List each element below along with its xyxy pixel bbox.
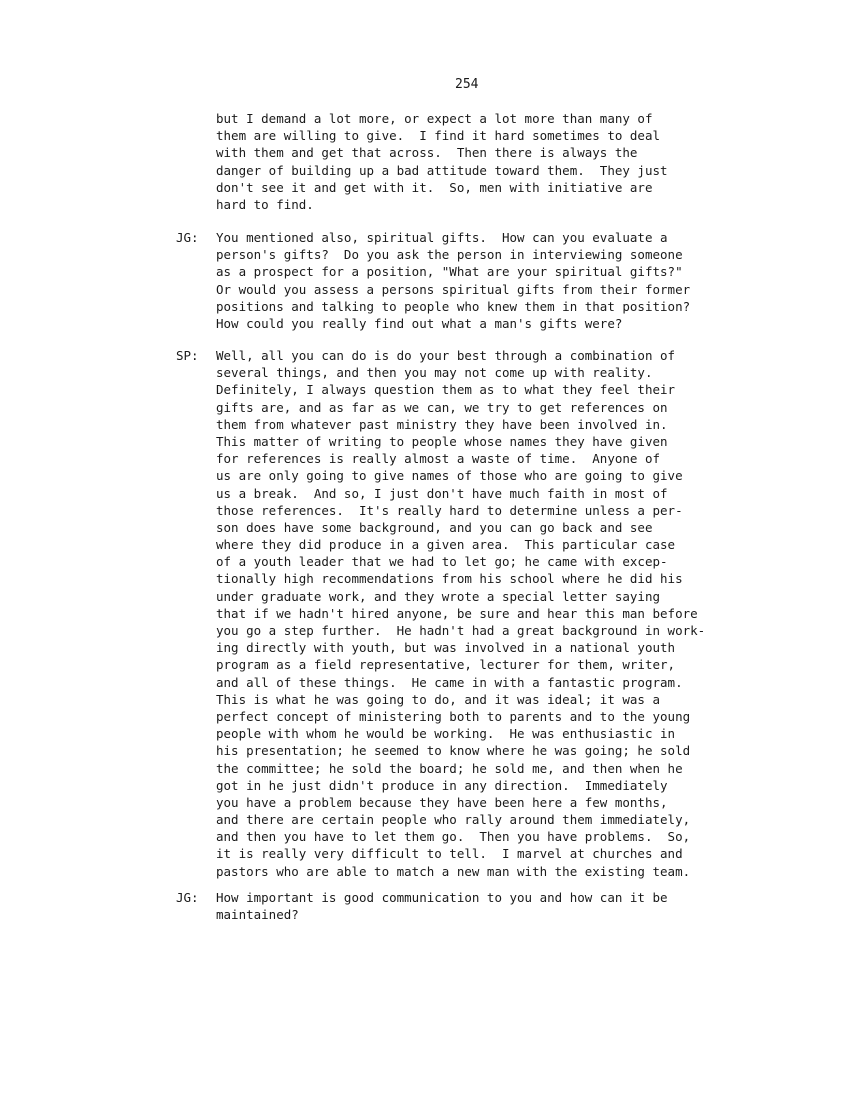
text-line: How could you really find out what a man's gifts were?: [216, 315, 623, 331]
speaker-label: JG:: [176, 230, 199, 245]
text-line: it is really very difficult to tell. I marvel at churches and: [216, 846, 683, 862]
text-line: pastors who are able to match a new man with the existing team.: [216, 863, 691, 879]
paragraph-text: [216, 229, 788, 332]
speaker-label: JG:: [176, 890, 199, 905]
text-line: ing directly with youth, but was involved in a national youth: [216, 640, 676, 656]
text-line: son does have some background, and you can go back and see: [216, 519, 653, 535]
text-line: and then you have to let them go. Then you have problems. So,: [216, 829, 691, 845]
page-number: 254: [455, 77, 479, 92]
paragraph-text: [216, 110, 788, 213]
text-line: person's gifts? Do you ask the person in interviewing someone: [216, 247, 683, 263]
text-line: and there are certain people who rally around them immediately,: [216, 812, 691, 828]
text-line: got in he just didn't produce in any direction. Immediately: [216, 777, 668, 793]
text-line: This is what he was going to do, and it was ideal; it was a: [216, 691, 661, 707]
text-line: perfect concept of ministering both to parents and to the young: [216, 708, 691, 724]
text-line: with them and get that across. Then there is always the: [216, 145, 638, 161]
text-line: where they did produce in a given area. This particular case: [216, 537, 676, 553]
text-line: Well, all you can do is do your best through a combination of: [216, 348, 676, 363]
text-line: This matter of writing to people whose names they have given: [216, 433, 668, 449]
text-line: How important is good communication to you and how can it be: [216, 890, 668, 905]
text-line: for references is really almost a waste of time. Anyone of: [216, 451, 661, 467]
text-line: You mentioned also, spiritual gifts. How can you evaluate a: [216, 230, 668, 245]
text-line: us a break. And so, I just don't have much faith in most of: [216, 485, 668, 501]
text-line: those references. It's really hard to determine unless a per-: [216, 502, 683, 518]
text-line: that if we hadn't hired anyone, be sure and hear this man before: [216, 605, 698, 621]
text-line: maintained?: [216, 907, 299, 923]
text-line: several things, and then you may not come up with reality.: [216, 365, 653, 381]
text-line: program as a field representative, lecturer for them, writer,: [216, 657, 676, 673]
text-line: and all of these things. He came in with a fantastic program.: [216, 674, 683, 690]
paragraph-text: [216, 347, 788, 880]
text-line: you go a step further. He hadn't had a great background in work-: [216, 623, 706, 638]
text-line: danger of building up a bad attitude toward them. They just: [216, 162, 668, 178]
text-line: of a youth leader that we had to let go; he came with excep-: [216, 554, 668, 570]
text-line: them are willing to give. I find it hard sometimes to deal: [216, 128, 661, 144]
text-line: us are only going to give names of those who are going to give: [216, 468, 683, 484]
text-line: tionally high recommendations from his school where he did his: [216, 571, 683, 587]
text-line: don't see it and get with it. So, men with initiative are: [216, 179, 653, 195]
text-line: positions and talking to people who knew them in that position?: [216, 298, 691, 314]
text-line: but I demand a lot more, or expect a lot more than many of: [216, 111, 653, 126]
text-line: under graduate work, and they wrote a special letter saying: [216, 588, 661, 604]
text-line: Definitely, I always question them as to what they feel their: [216, 382, 676, 398]
text-line: his presentation; he seemed to know where he was going; he sold: [216, 743, 691, 759]
text-line: as a prospect for a position, "What are your spiritual gifts?": [216, 264, 683, 280]
text-line: people with whom he would be working. He was enthusiastic in: [216, 726, 676, 742]
text-line: Or would you assess a persons spiritual gifts from their former: [216, 281, 691, 297]
text-line: gifts are, and as far as we can, we try to get references on: [216, 399, 668, 415]
text-line: the committee; he sold the board; he sold me, and then when he: [216, 760, 683, 776]
text-line: them from whatever past ministry they have been involved in.: [216, 416, 668, 432]
speaker-label: SP:: [176, 348, 199, 363]
text-line: hard to find.: [216, 196, 314, 212]
paragraph-text: [216, 889, 788, 923]
text-line: you have a problem because they have been here a few months,: [216, 794, 668, 810]
